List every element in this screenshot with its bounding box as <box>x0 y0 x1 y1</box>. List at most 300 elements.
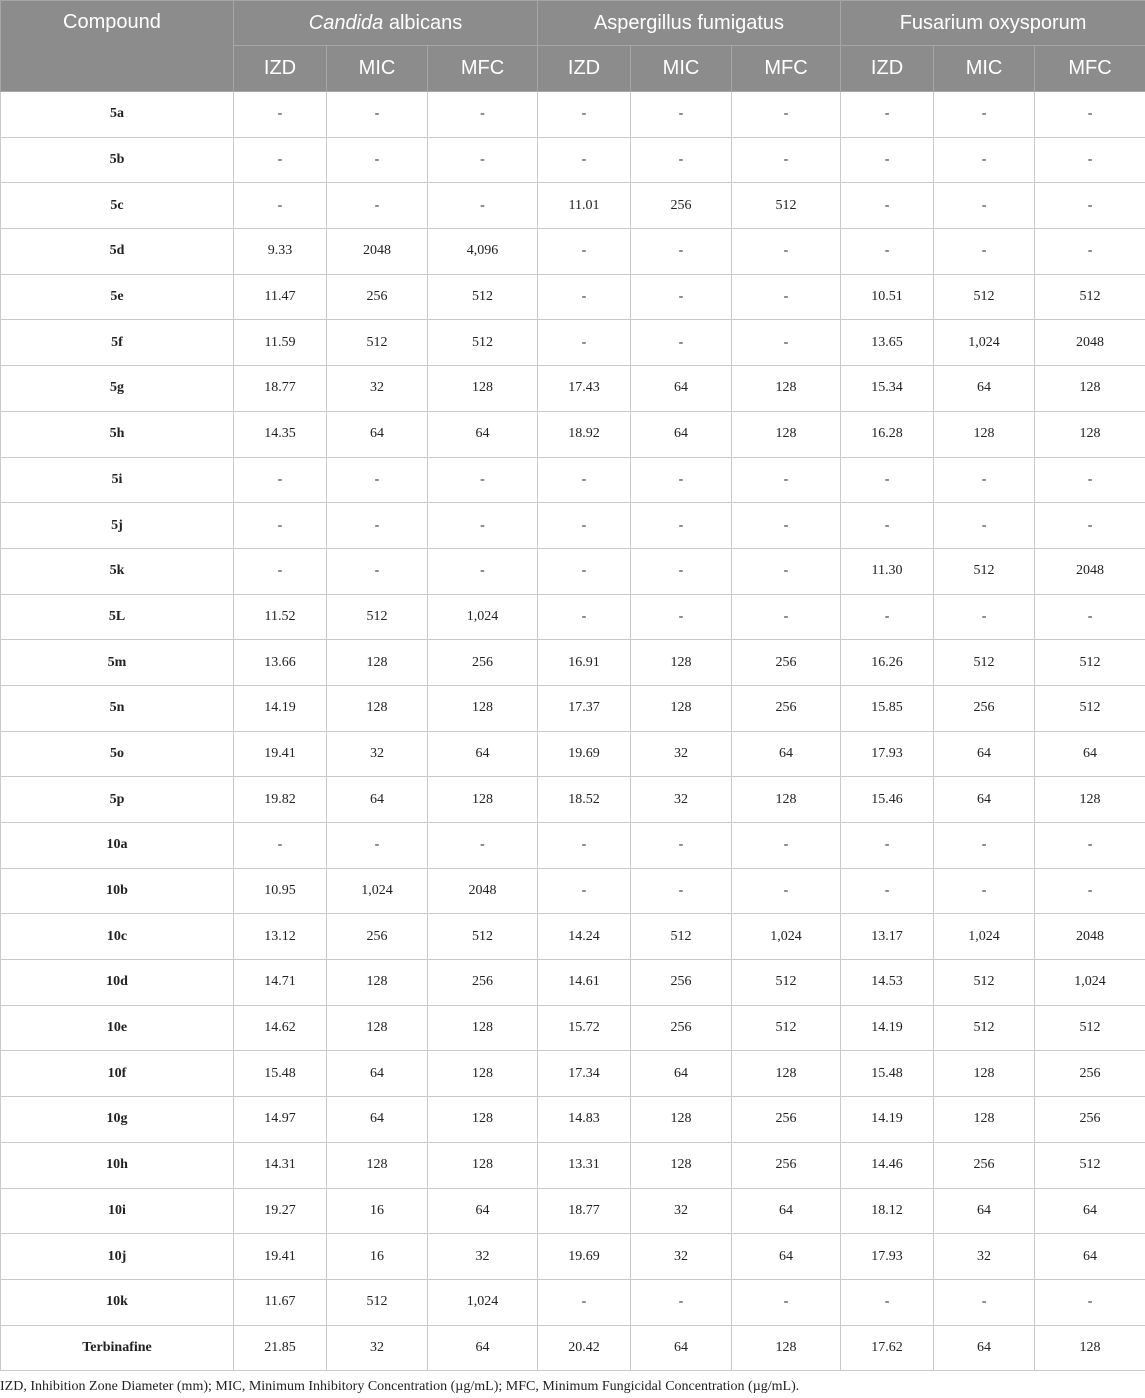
value-cell: 64 <box>428 1325 538 1371</box>
value-cell: 512 <box>327 594 428 640</box>
value-cell: 128 <box>631 685 732 731</box>
value-cell: 64 <box>428 731 538 777</box>
value-cell: - <box>234 183 327 229</box>
value-cell: - <box>327 548 428 594</box>
table-row <box>1 503 1145 549</box>
value-cell: 11.59 <box>234 320 327 366</box>
value-cell: 128 <box>428 777 538 823</box>
value-cell: - <box>538 1279 631 1325</box>
value-cell: 512 <box>327 320 428 366</box>
value-cell: - <box>732 503 841 549</box>
value-cell: - <box>327 137 428 183</box>
value-cell: - <box>538 823 631 869</box>
value-cell: - <box>428 457 538 503</box>
table-row <box>1 411 1145 457</box>
subheader-mic: MIC <box>934 46 1035 92</box>
value-cell: 14.35 <box>234 411 327 457</box>
value-cell: 32 <box>327 366 428 412</box>
value-cell: 64 <box>631 366 732 412</box>
value-cell: 64 <box>327 1097 428 1143</box>
value-cell: 32 <box>631 777 732 823</box>
value-cell: 13.65 <box>841 320 934 366</box>
value-cell: 15.34 <box>841 366 934 412</box>
value-cell: 256 <box>631 960 732 1006</box>
value-cell: 32 <box>327 731 428 777</box>
value-cell: 32 <box>631 1188 732 1234</box>
table-row <box>1 640 1145 686</box>
value-cell: 128 <box>327 640 428 686</box>
value-cell: 15.85 <box>841 685 934 731</box>
value-cell: 64 <box>934 366 1035 412</box>
value-cell: - <box>327 823 428 869</box>
value-cell: - <box>1035 868 1145 914</box>
table-row <box>1 914 1145 960</box>
value-cell: - <box>631 457 732 503</box>
table-row <box>1 1325 1145 1371</box>
value-cell: 19.27 <box>234 1188 327 1234</box>
value-cell: - <box>1035 503 1145 549</box>
value-cell: - <box>841 594 934 640</box>
value-cell: 256 <box>1035 1051 1145 1097</box>
value-cell: - <box>841 137 934 183</box>
value-cell: - <box>538 137 631 183</box>
value-cell: 14.71 <box>234 960 327 1006</box>
value-cell: 256 <box>732 1097 841 1143</box>
value-cell: 128 <box>428 1051 538 1097</box>
value-cell: 512 <box>1035 1142 1145 1188</box>
value-cell: - <box>428 548 538 594</box>
compound-name-cell: 5e <box>1 274 234 320</box>
value-cell: 18.12 <box>841 1188 934 1234</box>
value-cell: 128 <box>327 685 428 731</box>
table-row <box>1 1097 1145 1143</box>
value-cell: 128 <box>1035 366 1145 412</box>
value-cell: - <box>732 92 841 138</box>
value-cell: 512 <box>934 640 1035 686</box>
value-cell: - <box>841 1279 934 1325</box>
value-cell: - <box>934 137 1035 183</box>
value-cell: - <box>428 92 538 138</box>
value-cell: 64 <box>732 1234 841 1280</box>
value-cell: 64 <box>934 777 1035 823</box>
value-cell: 64 <box>1035 1234 1145 1280</box>
value-cell: 1,024 <box>732 914 841 960</box>
compound-name-cell: 10f <box>1 1051 234 1097</box>
value-cell: 15.48 <box>234 1051 327 1097</box>
value-cell: - <box>732 868 841 914</box>
value-cell: - <box>934 229 1035 275</box>
table-row <box>1 274 1145 320</box>
value-cell: 512 <box>1035 685 1145 731</box>
table-row <box>1 685 1145 731</box>
value-cell: - <box>841 503 934 549</box>
value-cell: 17.37 <box>538 685 631 731</box>
table-row <box>1 137 1145 183</box>
value-cell: - <box>732 274 841 320</box>
value-cell: 64 <box>1035 731 1145 777</box>
value-cell: 256 <box>631 1005 732 1051</box>
value-cell: 512 <box>428 320 538 366</box>
value-cell: 128 <box>934 1051 1035 1097</box>
value-cell: - <box>631 823 732 869</box>
value-cell: - <box>841 229 934 275</box>
value-cell: 64 <box>631 411 732 457</box>
compound-name-cell: 5i <box>1 457 234 503</box>
subheader-izd: IZD <box>538 46 631 92</box>
table-row <box>1 457 1145 503</box>
compound-name-cell: 10e <box>1 1005 234 1051</box>
value-cell: - <box>934 92 1035 138</box>
value-cell: - <box>631 137 732 183</box>
value-cell: 1,024 <box>934 914 1035 960</box>
value-cell: 512 <box>428 274 538 320</box>
value-cell: - <box>1035 594 1145 640</box>
value-cell: 128 <box>1035 411 1145 457</box>
value-cell: - <box>934 183 1035 229</box>
value-cell: 128 <box>631 640 732 686</box>
value-cell: 64 <box>934 731 1035 777</box>
table-row <box>1 1279 1145 1325</box>
value-cell: 14.19 <box>234 685 327 731</box>
value-cell: - <box>841 92 934 138</box>
table-row <box>1 1051 1145 1097</box>
value-cell: 11.01 <box>538 183 631 229</box>
table-footnote: IZD, Inhibition Zone Diameter (mm); MIC, Minimum Inhibitory Concentration (µg/mL); MFC, Minimum Fungicidal Concentration (µg/mL). <box>0 1379 800 1395</box>
table-row <box>1 183 1145 229</box>
value-cell: 128 <box>631 1097 732 1143</box>
value-cell: 1,024 <box>1035 960 1145 1006</box>
compound-name-cell: 5b <box>1 137 234 183</box>
compound-name-cell: 10g <box>1 1097 234 1143</box>
value-cell: - <box>538 503 631 549</box>
value-cell: 2048 <box>327 229 428 275</box>
value-cell: - <box>631 594 732 640</box>
value-cell: 64 <box>327 411 428 457</box>
compound-name-cell: 10h <box>1 1142 234 1188</box>
value-cell: 64 <box>732 731 841 777</box>
value-cell: - <box>538 92 631 138</box>
value-cell: 4,096 <box>428 229 538 275</box>
value-cell: - <box>234 457 327 503</box>
value-cell: 13.66 <box>234 640 327 686</box>
compound-name-cell: 5p <box>1 777 234 823</box>
value-cell: 18.92 <box>538 411 631 457</box>
value-cell: 32 <box>428 1234 538 1280</box>
value-cell: 128 <box>428 366 538 412</box>
value-cell: 128 <box>428 1097 538 1143</box>
value-cell: - <box>1035 1279 1145 1325</box>
value-cell: - <box>631 274 732 320</box>
value-cell: 256 <box>934 685 1035 731</box>
value-cell: 512 <box>732 1005 841 1051</box>
compound-name-cell: 5a <box>1 92 234 138</box>
value-cell: 64 <box>631 1051 732 1097</box>
value-cell: - <box>538 548 631 594</box>
value-cell: 19.41 <box>234 731 327 777</box>
table-row <box>1 777 1145 823</box>
value-cell: - <box>841 457 934 503</box>
value-cell: - <box>538 274 631 320</box>
value-cell: 512 <box>732 183 841 229</box>
value-cell: 9.33 <box>234 229 327 275</box>
value-cell: 19.41 <box>234 1234 327 1280</box>
value-cell: 256 <box>1035 1097 1145 1143</box>
value-cell: 256 <box>934 1142 1035 1188</box>
table-row <box>1 1188 1145 1234</box>
compound-name-cell: 5k <box>1 548 234 594</box>
value-cell: - <box>1035 229 1145 275</box>
value-cell: 128 <box>934 1097 1035 1143</box>
table-row <box>1 594 1145 640</box>
value-cell: - <box>631 503 732 549</box>
value-cell: - <box>631 92 732 138</box>
value-cell: - <box>1035 457 1145 503</box>
value-cell: - <box>732 1279 841 1325</box>
value-cell: - <box>841 183 934 229</box>
compound-name-cell: 5L <box>1 594 234 640</box>
value-cell: - <box>1035 183 1145 229</box>
compound-name-cell: 5f <box>1 320 234 366</box>
value-cell: - <box>327 183 428 229</box>
value-cell: - <box>538 457 631 503</box>
value-cell: 17.43 <box>538 366 631 412</box>
value-cell: 512 <box>1035 640 1145 686</box>
value-cell: - <box>631 548 732 594</box>
value-cell: - <box>234 92 327 138</box>
value-cell: 1,024 <box>428 1279 538 1325</box>
value-cell: - <box>428 183 538 229</box>
table-row <box>1 868 1145 914</box>
value-cell: - <box>538 594 631 640</box>
value-cell: 18.52 <box>538 777 631 823</box>
value-cell: 128 <box>934 411 1035 457</box>
value-cell: 11.47 <box>234 274 327 320</box>
subheader-mfc: MFC <box>732 46 841 92</box>
value-cell: 64 <box>631 1325 732 1371</box>
value-cell: 1,024 <box>934 320 1035 366</box>
value-cell: - <box>1035 92 1145 138</box>
table-row <box>1 366 1145 412</box>
value-cell: - <box>841 868 934 914</box>
value-cell: - <box>631 229 732 275</box>
value-cell: 64 <box>934 1188 1035 1234</box>
value-cell: 17.34 <box>538 1051 631 1097</box>
value-cell: 16.26 <box>841 640 934 686</box>
value-cell: - <box>934 868 1035 914</box>
subheader-mic: MIC <box>631 46 732 92</box>
value-cell: 21.85 <box>234 1325 327 1371</box>
value-cell: 64 <box>428 1188 538 1234</box>
value-cell: 64 <box>732 1188 841 1234</box>
table-row <box>1 1234 1145 1280</box>
value-cell: 256 <box>428 960 538 1006</box>
compound-name-cell: 10b <box>1 868 234 914</box>
value-cell: 1,024 <box>428 594 538 640</box>
value-cell: 512 <box>631 914 732 960</box>
compound-name-cell: 10a <box>1 823 234 869</box>
value-cell: - <box>934 823 1035 869</box>
value-cell: 14.19 <box>841 1005 934 1051</box>
value-cell: 128 <box>732 1051 841 1097</box>
table-row <box>1 823 1145 869</box>
value-cell: 128 <box>1035 777 1145 823</box>
value-cell: 14.62 <box>234 1005 327 1051</box>
value-cell: 128 <box>428 685 538 731</box>
value-cell: 512 <box>327 1279 428 1325</box>
value-cell: 64 <box>327 1051 428 1097</box>
value-cell: - <box>428 137 538 183</box>
compound-name-cell: 5h <box>1 411 234 457</box>
value-cell: - <box>732 548 841 594</box>
value-cell: 512 <box>1035 274 1145 320</box>
compound-name-cell: 5d <box>1 229 234 275</box>
value-cell: 32 <box>631 1234 732 1280</box>
value-cell: 128 <box>327 1005 428 1051</box>
value-cell: 17.93 <box>841 1234 934 1280</box>
value-cell: 256 <box>631 183 732 229</box>
value-cell: 512 <box>934 1005 1035 1051</box>
value-cell: 64 <box>327 777 428 823</box>
value-cell: 64 <box>428 411 538 457</box>
value-cell: 512 <box>934 548 1035 594</box>
value-cell: 256 <box>327 914 428 960</box>
compound-name-cell: 10i <box>1 1188 234 1234</box>
compound-name-cell: 10c <box>1 914 234 960</box>
value-cell: 64 <box>934 1325 1035 1371</box>
value-cell: 256 <box>428 640 538 686</box>
value-cell: 512 <box>934 274 1035 320</box>
value-cell: - <box>841 823 934 869</box>
organism-header-candida: Candida albicans <box>234 1 538 46</box>
value-cell: - <box>234 137 327 183</box>
value-cell: - <box>234 548 327 594</box>
value-cell: 128 <box>428 1005 538 1051</box>
value-cell: 256 <box>732 640 841 686</box>
compound-name-cell: 5c <box>1 183 234 229</box>
value-cell: 13.17 <box>841 914 934 960</box>
table-row <box>1 960 1145 1006</box>
value-cell: 17.93 <box>841 731 934 777</box>
value-cell: - <box>538 229 631 275</box>
table-body <box>1 92 1145 1371</box>
value-cell: - <box>327 92 428 138</box>
value-cell: 128 <box>732 777 841 823</box>
table-row <box>1 1142 1145 1188</box>
value-cell: 256 <box>732 685 841 731</box>
value-cell: 11.52 <box>234 594 327 640</box>
value-cell: 19.69 <box>538 1234 631 1280</box>
value-cell: 14.19 <box>841 1097 934 1143</box>
value-cell: 2048 <box>428 868 538 914</box>
value-cell: 19.82 <box>234 777 327 823</box>
compound-name-cell: 10d <box>1 960 234 1006</box>
compound-name-cell: 5m <box>1 640 234 686</box>
value-cell: 1,024 <box>327 868 428 914</box>
value-cell: 128 <box>631 1142 732 1188</box>
value-cell: 15.48 <box>841 1051 934 1097</box>
value-cell: 128 <box>327 960 428 1006</box>
value-cell: - <box>732 594 841 640</box>
value-cell: - <box>631 320 732 366</box>
value-cell: 13.12 <box>234 914 327 960</box>
compound-name-cell: Terbinafine <box>1 1325 234 1371</box>
value-cell: 256 <box>732 1142 841 1188</box>
compound-name-cell: 10j <box>1 1234 234 1280</box>
value-cell: 18.77 <box>234 366 327 412</box>
value-cell: 512 <box>732 960 841 1006</box>
value-cell: 14.83 <box>538 1097 631 1143</box>
value-cell: 128 <box>732 411 841 457</box>
value-cell: 18.77 <box>538 1188 631 1234</box>
value-cell: 2048 <box>1035 320 1145 366</box>
value-cell: - <box>732 823 841 869</box>
value-cell: 14.53 <box>841 960 934 1006</box>
value-cell: 128 <box>732 1325 841 1371</box>
value-cell: 10.51 <box>841 274 934 320</box>
value-cell: - <box>538 320 631 366</box>
organism-header-aspergillus: Aspergillus fumigatus <box>538 1 841 46</box>
value-cell: 15.46 <box>841 777 934 823</box>
compound-name-cell: 5o <box>1 731 234 777</box>
value-cell: - <box>1035 137 1145 183</box>
value-cell: - <box>234 823 327 869</box>
compound-name-cell: 5j <box>1 503 234 549</box>
value-cell: 512 <box>934 960 1035 1006</box>
value-cell: - <box>428 823 538 869</box>
value-cell: - <box>538 868 631 914</box>
value-cell: - <box>631 1279 732 1325</box>
compound-name-cell: 5n <box>1 685 234 731</box>
value-cell: 14.24 <box>538 914 631 960</box>
value-cell: 14.97 <box>234 1097 327 1143</box>
value-cell: 128 <box>428 1142 538 1188</box>
value-cell: 128 <box>732 366 841 412</box>
value-cell: - <box>631 868 732 914</box>
value-cell: 14.46 <box>841 1142 934 1188</box>
value-cell: - <box>732 137 841 183</box>
value-cell: 14.31 <box>234 1142 327 1188</box>
value-cell: 32 <box>934 1234 1035 1280</box>
compound-name-cell: 5g <box>1 366 234 412</box>
value-cell: 256 <box>327 274 428 320</box>
value-cell: 128 <box>1035 1325 1145 1371</box>
value-cell: 13.31 <box>538 1142 631 1188</box>
value-cell: 20.42 <box>538 1325 631 1371</box>
value-cell: 15.72 <box>538 1005 631 1051</box>
value-cell: 512 <box>428 914 538 960</box>
value-cell: - <box>732 229 841 275</box>
compound-name-cell: 10k <box>1 1279 234 1325</box>
value-cell: - <box>234 503 327 549</box>
subheader-izd: IZD <box>234 46 327 92</box>
value-cell: 11.67 <box>234 1279 327 1325</box>
organism-header-fusarium: Fusarium oxysporum <box>841 1 1145 46</box>
value-cell: 2048 <box>1035 914 1145 960</box>
value-cell: 16.91 <box>538 640 631 686</box>
value-cell: 11.30 <box>841 548 934 594</box>
table-row <box>1 1005 1145 1051</box>
value-cell: 14.61 <box>538 960 631 1006</box>
table-row <box>1 320 1145 366</box>
value-cell: - <box>934 503 1035 549</box>
subheader-izd: IZD <box>841 46 934 92</box>
table-row <box>1 548 1145 594</box>
compound-header: Compound <box>1 1 234 92</box>
value-cell: 16 <box>327 1188 428 1234</box>
value-cell: - <box>428 503 538 549</box>
value-cell: 10.95 <box>234 868 327 914</box>
value-cell: - <box>1035 823 1145 869</box>
